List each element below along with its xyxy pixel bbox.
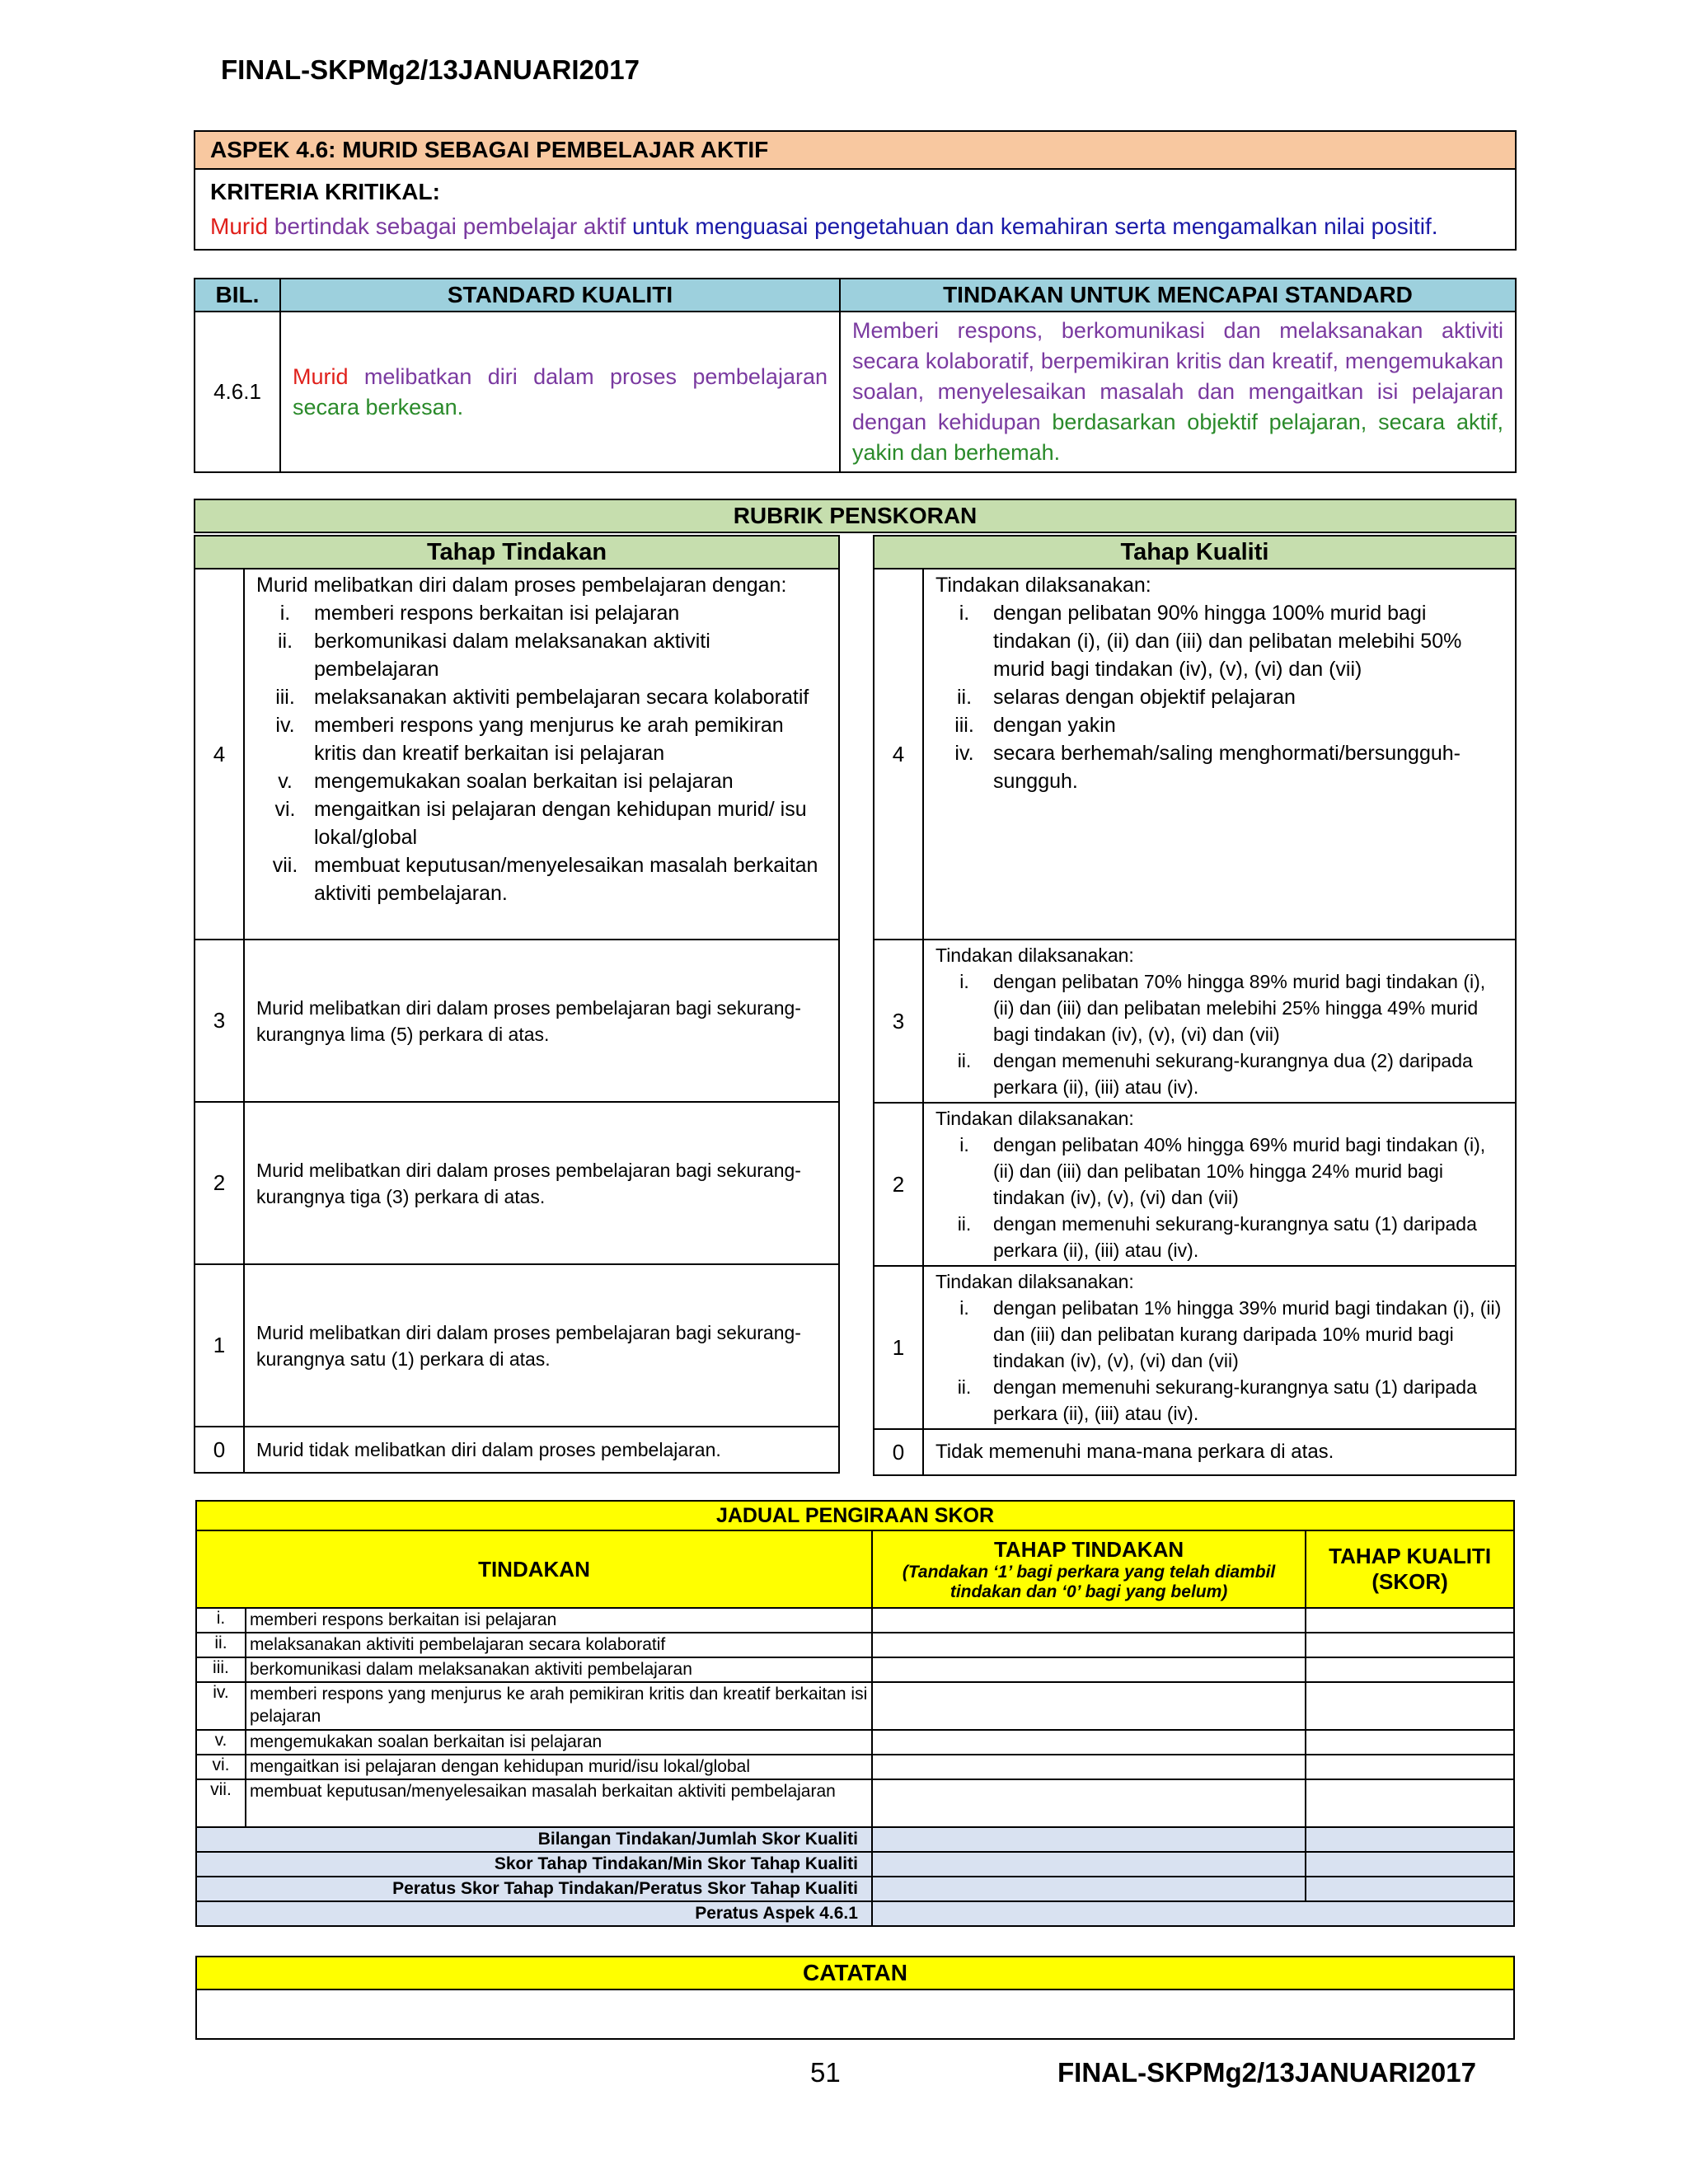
skor-row — [196, 1779, 1514, 1827]
kualiti-score-1: 1 — [874, 1266, 923, 1429]
col-tindakan: TINDAKAN UNTUK MENCAPAI STANDARD — [840, 279, 1516, 312]
kualiti-score-3: 3 — [874, 940, 923, 1103]
skor-tahap-tindakan-cell[interactable] — [872, 1608, 1306, 1633]
rubrik-list-item: ii. selaras dengan objektif pelajaran — [956, 686, 1296, 709]
standard-kualiti-text: Murid melibatkan diri dalam proses pembelajaran secara berkesan. — [280, 312, 840, 472]
score-1: 1 — [195, 1264, 244, 1427]
kualiti-level-3: Tindakan dilaksanakan: i. dengan pelibatan 70% hingga 89% murid bagi tindakan (i), (ii) dan (iii) dan pelibatan melebihi 25% hingga 49% murid bagi tindakan (iv), (v), (vi) dan (vii) ii. dengan memenuhi sekurang-kurangnya dua (2) daripada perkara (ii), (iii) atau (iv). — [923, 940, 1516, 1103]
kualiti-level-0: Tidak memenuhi mana-mana perkara di atas. — [923, 1429, 1516, 1475]
tindakan-level-1: Murid melibatkan diri dalam proses pembelajaran bagi sekurang-kurangnya satu (1) perkara di atas. — [244, 1264, 839, 1427]
skor-summary-kualiti-cell[interactable] — [1306, 1827, 1514, 1852]
skor-row — [196, 1755, 1514, 1779]
aspek-box — [194, 130, 1517, 251]
skor-summary-label: Peratus Skor Tahap Tindakan/Peratus Skor Tahap Kualiti — [196, 1877, 872, 1901]
rubrik-tahap-kualiti — [873, 535, 1517, 1476]
skor-tahap-kualiti-cell[interactable] — [1306, 1730, 1514, 1755]
rubrik-list-item: v. mengemukakan soalan berkaitan isi pelajaran — [278, 770, 734, 793]
skor-row — [196, 1682, 1514, 1730]
peratus-aspek-cell[interactable] — [872, 1901, 1514, 1926]
skor-summary-label: Skor Tahap Tindakan/Min Skor Tahap Kualiti — [196, 1852, 872, 1877]
col-tahap-tindakan-header: TAHAP TINDAKAN (Tandakan ‘1’ bagi perkara yang telah diambil tindakan dan ‘0’ bagi yang belum) — [872, 1530, 1306, 1608]
kualiti-score-4: 4 — [874, 569, 923, 940]
skor-summary-row — [196, 1852, 1514, 1877]
tindakan-level-2: Murid melibatkan diri dalam proses pembelajaran bagi sekurang-kurangnya tiga (3) perkara di atas. — [244, 1102, 839, 1264]
tindakan-level-4: Murid melibatkan diri dalam proses pembelajaran dengan: i. memberi respons berkaitan isi pelajaran ii. berkomunikasi dalam melaksanakan aktiviti pembelajaran iii. melaksanakan aktiviti pembelajaran secara kolaboratif iv. memberi respons yang menjurus ke arah pemikiran kritis dan kreatif berkaitan isi pelajaran v. mengemukakan soalan berkaitan isi pelajaran vi. mengaitkan isi pelajaran dengan kehidupan murid/ isu lokal/global vii. membuat keputusan/menyelesaikan masalah berkaitan aktiviti pembelajaran. — [244, 569, 839, 940]
skor-row — [196, 1730, 1514, 1755]
skor-row — [196, 1608, 1514, 1633]
score-2: 2 — [195, 1102, 244, 1264]
col-tindakan-header: TINDAKAN — [196, 1530, 872, 1608]
skor-tahap-tindakan-cell[interactable] — [872, 1779, 1306, 1827]
skor-row-text: mengemukakan soalan berkaitan isi pelajaran — [246, 1730, 872, 1755]
skor-row-text: membuat keputusan/menyelesaikan masalah berkaitan aktiviti pembelajaran — [246, 1779, 872, 1827]
rubrik-list-item: i. dengan pelibatan 90% hingga 100% murid bagi tindakan (i), (ii) dan (iii) dan pelibatan melebihi 50% murid bagi tindakan (iv), (v), (vi) dan (vii) — [959, 602, 1462, 681]
skor-tahap-kualiti-cell[interactable] — [1306, 1779, 1514, 1827]
rubrik-list-item: ii. berkomunikasi dalam melaksanakan aktiviti pembelajaran — [277, 630, 710, 681]
kualiti-score-0: 0 — [874, 1429, 923, 1475]
skor-summary-row — [196, 1901, 1514, 1926]
tindakan-level-0: Murid tidak melibatkan diri dalam proses pembelajaran. — [244, 1427, 839, 1473]
score-4: 4 — [195, 569, 244, 940]
skor-row-num: vii. — [196, 1779, 246, 1827]
rubrik-list-item: iii. melaksanakan aktiviti pembelajaran secara kolaboratif — [275, 686, 809, 709]
tindakan-level-3: Murid melibatkan diri dalam proses pembelajaran bagi sekurang-kurangnya lima (5) perkara di atas. — [244, 940, 839, 1102]
standard-table — [194, 278, 1517, 473]
catatan-title: CATATAN — [196, 1957, 1514, 1990]
skor-tahap-tindakan-cell[interactable] — [872, 1633, 1306, 1657]
skor-summary-row — [196, 1877, 1514, 1901]
rubrik-tahap-tindakan — [194, 535, 840, 1474]
skor-row-text: melaksanakan aktiviti pembelajaran secara kolaboratif — [246, 1633, 872, 1657]
tahap-kualiti-header: Tahap Kualiti — [874, 536, 1516, 569]
skor-tahap-kualiti-cell[interactable] — [1306, 1657, 1514, 1682]
skor-tahap-kualiti-cell[interactable] — [1306, 1682, 1514, 1730]
skor-summary-kualiti-cell[interactable] — [1306, 1852, 1514, 1877]
tahap-tindakan-header: Tahap Tindakan — [195, 536, 839, 569]
tindakan-text: Memberi respons, berkomunikasi dan melaksanakan aktiviti secara kolaboratif, berpemikiran kritis dan kreatif, mengemukakan soalan, menyelesaikan masalah dan mengaitkan isi pelajaran dengan kehidupan berdasarkan objektif pelajaran, secara aktif, yakin dan berhemah. — [840, 312, 1516, 472]
skor-row-num: i. — [196, 1608, 246, 1633]
rubrik-list-item: ii. dengan memenuhi sekurang-kurangnya dua (2) daripada perkara (ii), (iii) atau (iv). — [957, 1050, 1473, 1098]
rubrik-list-item: vii. membuat keputusan/menyelesaikan masalah berkaitan aktiviti pembelajaran. — [272, 854, 818, 905]
rubrik-list-item: iii. dengan yakin — [954, 714, 1116, 737]
skor-summary-kualiti-cell[interactable] — [1306, 1877, 1514, 1901]
skor-row-num: vi. — [196, 1755, 246, 1779]
kriteria-kritikal — [195, 169, 1516, 250]
col-tahap-kualiti-header: TAHAP KUALITI (SKOR) — [1306, 1530, 1514, 1608]
skor-tahap-kualiti-cell[interactable] — [1306, 1755, 1514, 1779]
rubrik-list-item: i. dengan pelibatan 70% hingga 89% murid bagi tindakan (i), (ii) dan (iii) dan pelibatan melebihi 25% hingga 49% murid bagi tindakan (iv), (v), (vi) dan (vii) — [959, 971, 1486, 1045]
skor-row — [196, 1633, 1514, 1657]
skor-summary-label: Bilangan Tindakan/Jumlah Skor Kualiti — [196, 1827, 872, 1852]
skor-tahap-tindakan-cell[interactable] — [872, 1657, 1306, 1682]
skor-row-num: iv. — [196, 1682, 246, 1730]
skor-summary-row — [196, 1827, 1514, 1852]
skor-row-text: mengaitkan isi pelajaran dengan kehidupan murid/isu lokal/global — [246, 1755, 872, 1779]
skor-tahap-tindakan-cell[interactable] — [872, 1682, 1306, 1730]
rubrik-title-label: RUBRIK PENSKORAN — [195, 499, 1516, 532]
bil-value: 4.6.1 — [195, 312, 280, 472]
kualiti-level-1: Tindakan dilaksanakan: i. dengan pelibatan 1% hingga 39% murid bagi tindakan (i), (ii) dan (iii) dan pelibatan kurang daripada 10% murid bagi tindakan (iv), (v), (vi) dan (vii) ii. dengan memenuhi sekurang-kurangnya satu (1) daripada perkara (ii), (iii) atau (iv). — [923, 1266, 1516, 1429]
skor-summary-tindakan-cell[interactable] — [872, 1852, 1306, 1877]
skor-row-text: memberi respons yang menjurus ke arah pemikiran kritis dan kreatif berkaitan isi pelajaran — [246, 1682, 872, 1730]
rubrik-list-item: vi. mengaitkan isi pelajaran dengan kehidupan murid/ isu lokal/global — [274, 798, 807, 849]
jadual-pengiraan-skor — [195, 1500, 1515, 1927]
page-number: 51 — [810, 2057, 841, 2088]
skor-row — [196, 1657, 1514, 1682]
rubrik-list-item: iv. memberi respons yang menjurus ke arah pemikiran kritis dan kreatif berkaitan isi pelajaran — [275, 714, 784, 765]
rubrik-list-item: iv. secara berhemah/saling menghormati/bersungguh-sungguh. — [954, 742, 1461, 793]
rubrik-list-item: i. dengan pelibatan 40% hingga 69% murid bagi tindakan (i), (ii) dan (iii) dan pelibatan 10% hingga 24% murid bagi tindakan (iv), (v), (vi) dan (vii) — [959, 1134, 1486, 1208]
document-header: FINAL-SKPMg2/13JANUARI2017 — [221, 54, 640, 85]
document-footer: FINAL-SKPMg2/13JANUARI2017 — [1057, 2057, 1476, 2088]
skor-row-num: iii. — [196, 1657, 246, 1682]
kualiti-score-2: 2 — [874, 1103, 923, 1266]
skor-summary-tindakan-cell[interactable] — [872, 1827, 1306, 1852]
kualiti-level-2: Tindakan dilaksanakan: i. dengan pelibatan 40% hingga 69% murid bagi tindakan (i), (ii) dan (iii) dan pelibatan 10% hingga 24% murid bagi tindakan (iv), (v), (vi) dan (vii) ii. dengan memenuhi sekurang-kurangnya satu (1) daripada perkara (ii), (iii) atau (iv). — [923, 1103, 1516, 1266]
skor-title: JADUAL PENGIRAAN SKOR — [196, 1501, 1514, 1530]
rubrik-list-item: ii. dengan memenuhi sekurang-kurangnya satu (1) daripada perkara (ii), (iii) atau (iv). — [957, 1376, 1477, 1424]
rubrik-list-item: ii. dengan memenuhi sekurang-kurangnya satu (1) daripada perkara (ii), (iii) atau (iv). — [957, 1213, 1477, 1261]
skor-row-text: memberi respons berkaitan isi pelajaran — [246, 1608, 872, 1633]
rubrik-list-item: i. dengan pelibatan 1% hingga 39% murid bagi tindakan (i), (ii) dan (iii) dan pelibatan kurang daripada 10% murid bagi tindakan (iv), (v), (vi) dan (vii) — [959, 1297, 1502, 1371]
rubrik-title — [194, 499, 1517, 533]
rubrik-list-item: i. memberi respons berkaitan isi pelajaran — [279, 602, 680, 625]
catatan-box — [195, 1956, 1515, 2040]
col-standard-kualiti: STANDARD KUALITI — [280, 279, 840, 312]
skor-tahap-tindakan-cell[interactable] — [872, 1755, 1306, 1779]
skor-tahap-kualiti-cell[interactable] — [1306, 1633, 1514, 1657]
catatan-field[interactable] — [196, 1990, 1514, 2039]
kriteria-text: Murid bertindak sebagai pembelajar aktif untuk menguasai pengetahuan dan kemahiran serta mengamalkan nilai positif. — [210, 213, 1438, 239]
skor-row-text: berkomunikasi dalam melaksanakan aktiviti pembelajaran — [246, 1657, 872, 1682]
skor-summary-tindakan-cell[interactable] — [872, 1877, 1306, 1901]
score-3: 3 — [195, 940, 244, 1102]
col-bil: BIL. — [195, 279, 280, 312]
skor-row-num: ii. — [196, 1633, 246, 1657]
skor-row-num: v. — [196, 1730, 246, 1755]
kualiti-level-4: Tindakan dilaksanakan: i. dengan pelibatan 90% hingga 100% murid bagi tindakan (i), (ii) dan (iii) dan pelibatan melebihi 50% murid bagi tindakan (iv), (v), (vi) dan (vii) ii. selaras dengan objektif pelajaran iii. dengan yakin iv. secara berhemah/saling menghormati/bersungguh-sungguh. — [923, 569, 1516, 940]
skor-tahap-tindakan-cell[interactable] — [872, 1730, 1306, 1755]
kriteria-label: KRITERIA KRITIKAL: — [210, 179, 440, 204]
aspek-title: ASPEK 4.6: MURID SEBAGAI PEMBELAJAR AKTIF — [195, 131, 1516, 169]
skor-summary-label: Peratus Aspek 4.6.1 — [196, 1901, 872, 1926]
skor-tahap-kualiti-cell[interactable] — [1306, 1608, 1514, 1633]
score-0: 0 — [195, 1427, 244, 1473]
